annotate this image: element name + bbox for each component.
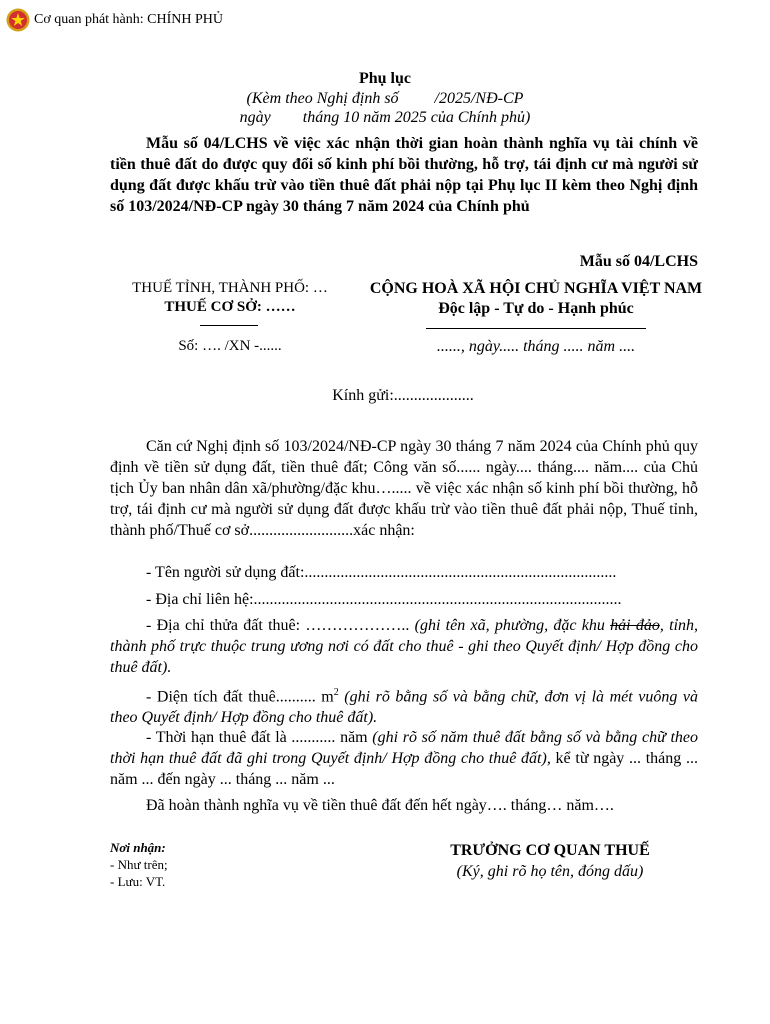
issuing-agency-block	[105, 279, 355, 317]
land-plot-note-c: , tỉnh, thành phố trực thuộc trung ương nơi có đất cho thuê - ghi theo Quyết định/ Hợp đồng cho thuê đất).	[110, 617, 699, 676]
motto-underline	[426, 328, 646, 329]
national-motto: Độc lập - Tự do - Hạnh phúc	[438, 300, 634, 317]
body-paragraph: Căn cứ Nghị định số 103/2024/NĐ-CP ngày 30 tháng 7 năm 2024 của Chính phủ quy định về tiền sử dụng đất, tiền thuê đất; Công văn số...... ngày.... tháng.... năm.... của Chủ tịch Ủy ban nhân dân xã/phường/đặc khu…..... về việc xác nhận số kinh phí bồi thường, hỗ trợ, tái định cư mà người sử dụng đất được khấu trừ vào tiền thuê đất phải nộp, Thuế tỉnh, thành phố/Thuế cơ sở..........................xác nhận:	[110, 438, 698, 539]
lease-term-dates: kể từ ngày ... tháng ... năm ... đến ngày ... tháng ... năm ...	[110, 750, 698, 788]
completion-statement: Đã hoàn thành nghĩa vụ về tiền thuê đất đến hết ngày…. tháng… năm….	[146, 797, 614, 814]
land-user-name-line: - Tên người sử dụng đất:..............................................................................	[146, 564, 617, 581]
signature-block	[400, 840, 700, 882]
lease-term-label: - Thời hạn thuê đất là ........... năm	[146, 729, 368, 746]
agency-underline	[200, 325, 258, 326]
decree-reference-line1: (Kèm theo Nghị định số /2025/NĐ-CP	[246, 90, 524, 107]
signature-title: TRƯỞNG CƠ QUAN THUẾ	[450, 842, 650, 859]
form-title: Mẫu số 04/LCHS về việc xác nhận thời gian hoàn thành nghĩa vụ tài chính về tiền thuê đất do được quy đổi số kinh phí bồi thường, hỗ trợ, tái định cư mà người sử dụng đất được khấu trừ vào tiền thuê đất phải nộp tại Phụ lục II kèm theo Nghị định số 103/2024/NĐ-CP ngày 30 tháng 7 năm 2024 của Chính phủ	[110, 135, 698, 215]
recipients-block	[110, 839, 168, 890]
document-date: ......, ngày..... tháng ..... năm ....	[436, 338, 636, 355]
decree-reference-line2: ngày tháng 10 năm 2025 của Chính phủ)	[239, 109, 531, 126]
recipient-item: - Lưu: VT.	[110, 874, 166, 889]
lease-term-note: (ghi rõ số năm thuê đất bằng số và bằng chữ theo thời hạn thuê đất đã ghi trong Quyết định/ Hợp đồng cho thuê đất),	[110, 729, 698, 767]
agency-province: THUẾ TỈNH, THÀNH PHỐ: …	[132, 280, 328, 296]
land-area-unit-sup: 2	[333, 687, 339, 698]
national-motto-block	[355, 279, 717, 319]
land-area-line	[110, 682, 698, 728]
agency-local: THUẾ CƠ SỞ: ……	[164, 299, 296, 315]
land-plot-address-label: - Địa chỉ thửa đất thuê: ………………..	[146, 617, 410, 634]
land-plot-note-strike: hải đảo	[610, 617, 660, 634]
recipient-item: - Như trên;	[110, 857, 168, 872]
recipients-label: Nơi nhận:	[110, 840, 166, 855]
addressee: Kính gửi:....................	[332, 387, 474, 404]
issuer-label: Cơ quan phát hành: CHÍNH PHỦ	[34, 12, 223, 27]
issuer-header	[6, 8, 223, 32]
land-area-label: - Diện tích đất thuê.......... m	[146, 688, 334, 706]
land-area-note: (ghi rõ bằng số và bằng chữ, đơn vị là mét vuông và theo Quyết định/ Hợp đồng cho thuê đất).	[110, 688, 698, 727]
appendix-heading: Phụ lục	[358, 70, 411, 87]
document-number: Số: …. /XN -......	[178, 338, 282, 354]
lease-term-line	[110, 727, 698, 790]
signature-note: (Ký, ghi rõ họ tên, đóng dấu)	[456, 863, 644, 880]
form-code: Mẫu số 04/LCHS	[579, 253, 698, 270]
land-plot-address-line	[110, 615, 698, 678]
contact-address-line: - Địa chỉ liên hệ:............................................................................................	[146, 591, 622, 608]
land-plot-note-a: (ghi tên xã, phường, đặc khu	[409, 617, 611, 634]
country-name: CỘNG HOÀ XÃ HỘI CHỦ NGHĨA VIỆT NAM	[369, 280, 703, 297]
national-emblem-icon	[6, 8, 30, 32]
